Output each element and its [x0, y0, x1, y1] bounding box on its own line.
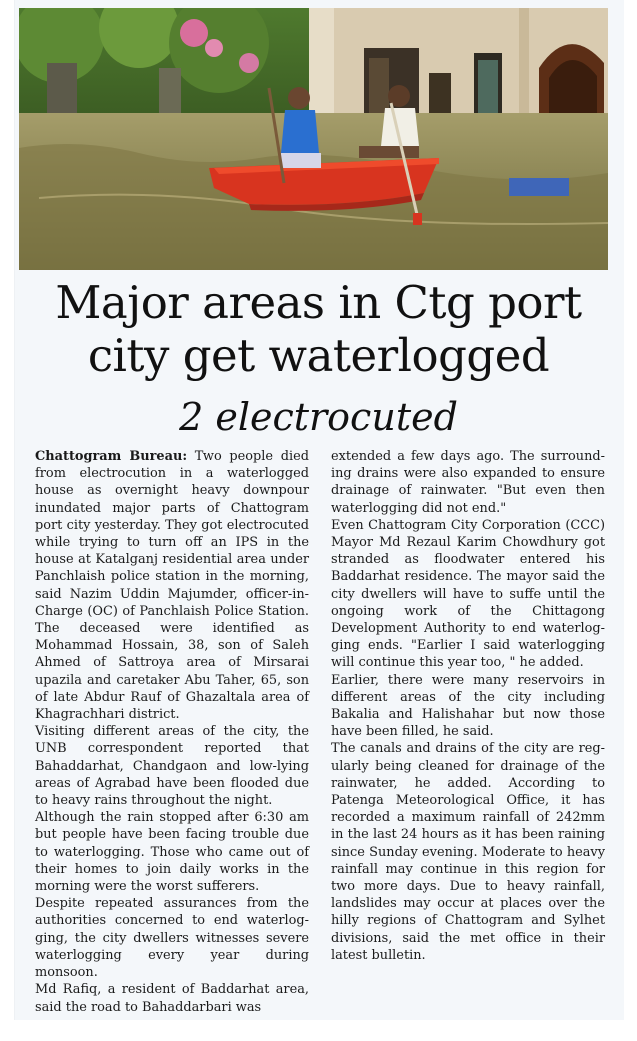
headline-line-1: Major areas in Ctg port: [55, 276, 582, 329]
article-paragraph: Despite repeated assurances from the authorities concerned to end waterlogging, the city dwellers witnesses severe waterlogging every year during monsoon.: [35, 896, 309, 981]
news-photo: [19, 8, 608, 270]
article-paragraph-continued: extended a few days ago. The surrounding drains were also expanded to ensure drainage of rainwater. "But even then waterlogging did not end.": [331, 449, 605, 516]
article-paragraph: Although the rain stopped after 6:30 am but people have been facing trouble due to waterlogging. Those who came out of their homes to join daily works in the morning were the worst sufferers.: [35, 810, 309, 895]
article-paragraph: [35, 448, 309, 723]
headline-line-2: city get waterlogged: [87, 329, 550, 382]
article-paragraph: Md Rafiq, a resident of Baddarhat area, said the road to Bahaddarbari was: [35, 982, 309, 1015]
article-column-left: [35, 448, 309, 1016]
article-paragraph: Earlier, there were many reservoirs in different areas of the city including Bakalia and Halishahar but now those have been filled, he said.: [331, 672, 605, 740]
paragraph-1-text: Two people died from electrocution in a waterlogged house as overnight heavy downpour inundated major parts of Chattogram port city yesterday. They got electrocuted while trying to turn off an IPS in the house at Katalganj residential area under Panchlaish police station in the morning, said Nazim Uddin Majumder, officer-in-Charge (OC) of Panchlaish Police Station. The deceased were identified as Mohammad Hossain, 38, son of Saleh Ahmed of Sattroya area of Mirsarai upazila and caretaker Abu Taher, 65, son of late Abdur Rauf of Ghazaltala area of Khagrachhari district.: [35, 449, 309, 723]
flood-boat-photo-icon: [19, 8, 608, 270]
article-paragraph: Visiting different areas of the city, the UNB correspondent reported that Bahaddarhat, Chandgaon and low-lying areas of Agrabad have been flooded due to heavy rains throughout the night.: [35, 724, 309, 809]
headline: [14, 276, 623, 382]
dateline: Chattogram Bureau:: [35, 449, 188, 464]
article-column-right: [331, 448, 605, 964]
article-paragraph: Even Chattogram City Corporation (CCC) Mayor Md Rezaul Karim Chowdhury got stranded as floodwater entered his Baddarhat residence. The mayor said the city dwellers will have to suffe until the ongoing work of the Chittagong Development Authority to end waterlogging ends. "Earlier I said waterlogging will continue this year too, " he added.: [331, 517, 605, 671]
subheadline: 2 electrocuted: [179, 395, 458, 439]
article-paragraph: The canals and drains of the city are regularly being cleaned for drainage of the rainwater, he added. According to Patenga Meteorological Office, it has recorded a maximum rainfall of 242mm in the last 24 hours as it has been raining since Sunday evening. Moderate to heavy rainfall may continue in this region for two more days. Due to heavy rainfall, landslides may occur at places over the hilly regions of Chattogram and Sylhet divisions, said the met office in their latest bulletin.: [331, 741, 605, 963]
